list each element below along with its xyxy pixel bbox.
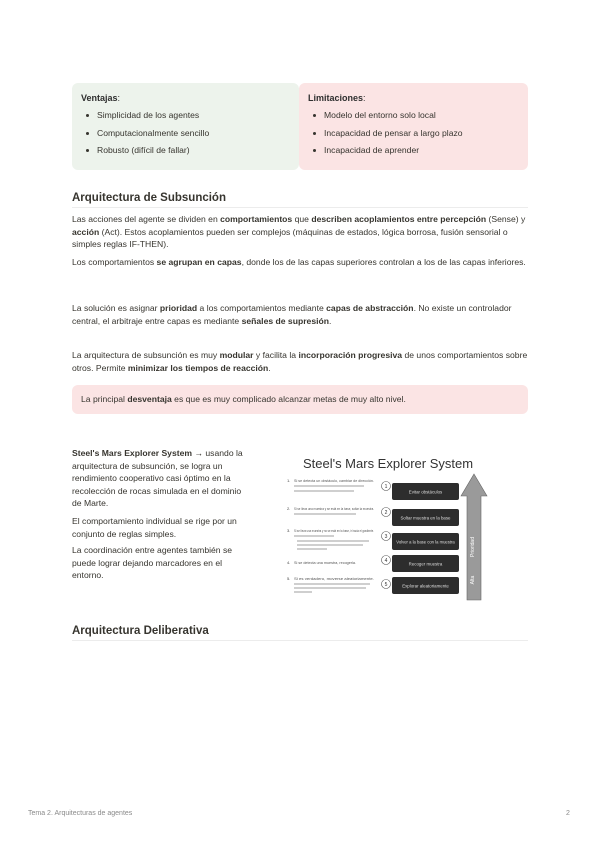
- paragraph-priority: La solución es asignar prioridad a los comportamientos mediante capas de abstracción. No existe un controlador central, el arbitraje entre capas es mediante señales de supresión.: [72, 303, 512, 326]
- list-item: Incapacidad de pensar a largo plazo: [308, 127, 523, 145]
- footer-document-title: Tema 2. Arquitecturas de agentes: [28, 810, 133, 817]
- list-item: Incapacidad de aprender: [308, 144, 523, 162]
- behaviour-box-label: Evitar obstáculos: [408, 489, 443, 495]
- behaviour-box-label: Soltar muestra en la base: [400, 515, 451, 521]
- rule-text: Si es verdadero, moverse aleatoriamente.: [294, 577, 375, 581]
- behaviour-level-5: [287, 576, 459, 594]
- mars-explorer-figure: [285, 452, 491, 602]
- rule-text: Si se lleva una muestra y no se está en la base, ir hacia el gradiente.: [294, 529, 374, 533]
- behaviour-box-label: Recoger muestra: [408, 561, 443, 567]
- section-heading-deliberative: Arquitectura Deliberativa: [72, 625, 209, 637]
- list-item: Simplicidad de los agentes: [81, 109, 296, 127]
- behaviour-level-2: [287, 506, 459, 526]
- heading-divider: [72, 640, 528, 641]
- limitations-box: [299, 83, 528, 170]
- behaviour-box-label: Explorar aleatoriamente: [402, 583, 449, 589]
- rule-text: Si se detecta una muestra, recogerla.: [294, 561, 356, 565]
- footer-page-number: 2: [566, 810, 570, 817]
- rule-number: 2.: [287, 506, 291, 511]
- level-circle-number: 4: [384, 558, 388, 564]
- advantages-box: [72, 83, 299, 170]
- rule-number: 3.: [287, 528, 291, 533]
- paragraph-layers: Los comportamientos se agrupan en capas, donde los de las capas superiores controlan a los de las capas inferiores.: [72, 257, 526, 267]
- paragraph-modular: La arquitectura de subsunción es muy modular y facilita la incorporación progresiva de unos comportamientos sobre otros. Permite minimizar los tiempos de reacción.: [72, 350, 528, 373]
- callout-text: La principal desventaja es que es muy complicado alcanzar metas de muy alto nivel.: [81, 394, 406, 404]
- list-item: Modelo del entorno solo local: [308, 109, 523, 127]
- list-item: Robusto (difícil de fallar): [81, 144, 296, 162]
- paragraph-mars-rules: El comportamiento individual se rige por un conjunto de reglas simples.: [72, 516, 237, 539]
- heading-divider: [72, 207, 528, 208]
- level-circle-number: 1: [384, 484, 388, 490]
- paragraph-mars-coordination: La coordinación entre agentes también se puede lograr dejando marcadores en el entorno.: [72, 545, 233, 581]
- behaviour-level-4: [287, 555, 459, 572]
- rule-number: 4.: [287, 560, 291, 565]
- arrow-label-priority: Prioridad: [470, 536, 476, 558]
- arrow-label-high: Alta: [470, 575, 476, 585]
- advantages-list: [81, 109, 296, 162]
- rule-text: Si se lleva una muestra y se está en la base, soltar la muestra.: [294, 507, 374, 511]
- rule-number: 5.: [287, 576, 291, 581]
- behaviour-level-1: [287, 478, 459, 500]
- behaviour-level-3: [287, 528, 459, 550]
- section-heading-subsumption: Arquitectura de Subsunción: [72, 192, 226, 204]
- behaviour-box-label: Volver a la base con la muestra: [396, 539, 455, 545]
- list-item: Computacionalmente sencillo: [81, 127, 296, 145]
- rule-text: Si se detecta un obstáculo, cambiar de dirección.: [294, 479, 374, 483]
- paragraph-mars-intro: Steel's Mars Explorer System → usando la arquitectura de subsunción, se logra un rendimiento cooperativo casi óptimo en la recolección de rocas simulada en el dominio de Marte.: [72, 448, 243, 509]
- advantages-title: Ventajas:: [81, 93, 121, 103]
- figure-title: Steel's Mars Explorer System: [302, 456, 474, 471]
- limitations-title: Limitaciones:: [308, 93, 366, 103]
- paragraph-behaviours: Las acciones del agente se dividen en comportamientos que describen acoplamientos entre percepción (Sense) y acción (Act). Estos acoplamientos pueden ser complejos (máquinas de estados, lógica borrosa, fusión sensorial o simples reglas IF-THEN).: [72, 214, 526, 250]
- level-circle-number: 3: [384, 534, 388, 540]
- rule-number: 1.: [287, 478, 291, 483]
- level-circle-number: 5: [384, 582, 388, 588]
- limitations-list: [308, 109, 523, 162]
- disadvantage-callout: [72, 385, 528, 414]
- level-circle-number: 2: [384, 510, 388, 516]
